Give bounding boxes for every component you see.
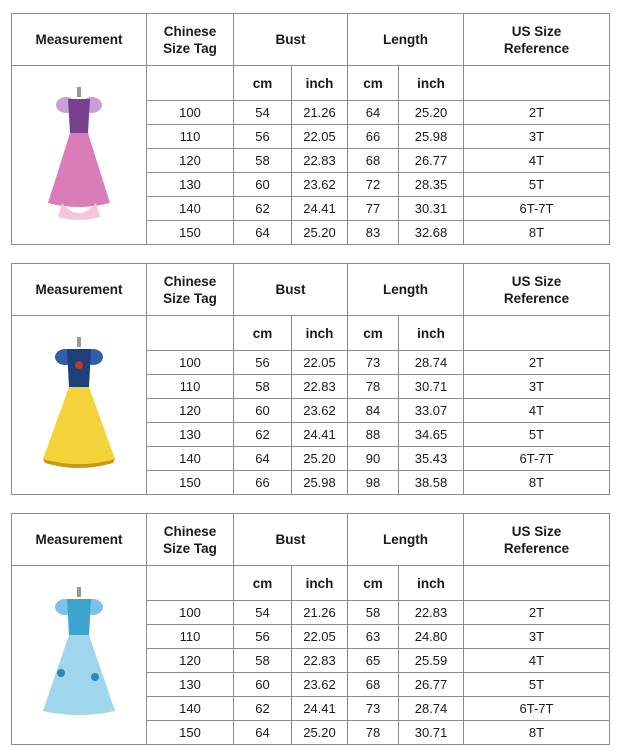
unit-cm: cm (234, 66, 292, 101)
measurement-header: Measurement (12, 264, 147, 316)
table-cell: 22.83 (292, 149, 348, 173)
table-cell: 23.62 (292, 173, 348, 197)
table-cell: 3T (464, 125, 610, 149)
size-table-snow-white (11, 263, 610, 495)
table-cell: 30.71 (399, 721, 464, 745)
table-cell: 28.35 (399, 173, 464, 197)
table-cell: 54 (234, 601, 292, 625)
table-cell: 5T (464, 423, 610, 447)
table-cell: 120 (147, 149, 234, 173)
header-line: US Size (511, 23, 562, 39)
table-cell: 100 (147, 601, 234, 625)
table-cell: 35.43 (399, 447, 464, 471)
table-cell: 78 (348, 375, 399, 399)
size-table-cinderella (11, 513, 610, 745)
table-cell: 38.58 (399, 471, 464, 495)
table-cell: 90 (348, 447, 399, 471)
header-line: Size Tag (163, 290, 217, 306)
measurement-header: Measurement (12, 14, 147, 66)
dress-photo (12, 316, 147, 495)
table-cell: 8T (464, 221, 610, 245)
table-cell: 64 (234, 221, 292, 245)
table-cell: 4T (464, 649, 610, 673)
table-cell: 120 (147, 399, 234, 423)
header-line: US Size (511, 273, 562, 289)
length-header: Length (348, 264, 464, 316)
table-cell: 62 (234, 197, 292, 221)
chinese-size-header (147, 14, 234, 66)
table-cell: 64 (348, 101, 399, 125)
table-cell: 56 (234, 625, 292, 649)
table-cell: 78 (348, 721, 399, 745)
table-cell: 60 (234, 399, 292, 423)
table-cell: 130 (147, 673, 234, 697)
table-cell: 56 (234, 125, 292, 149)
table-cell: 4T (464, 149, 610, 173)
blank-cell (147, 566, 234, 601)
table-cell: 6T-7T (464, 447, 610, 471)
table-cell: 58 (348, 601, 399, 625)
table-cell: 26.77 (399, 149, 464, 173)
unit-cm: cm (348, 566, 399, 601)
table-cell: 22.83 (399, 601, 464, 625)
table-cell: 66 (234, 471, 292, 495)
header-line: Chinese (163, 523, 217, 539)
table-cell: 2T (464, 101, 610, 125)
unit-cm: cm (348, 66, 399, 101)
table-cell: 66 (348, 125, 399, 149)
chinese-size-header (147, 264, 234, 316)
table-cell: 56 (234, 351, 292, 375)
table-cell: 22.05 (292, 125, 348, 149)
table-cell: 24.41 (292, 697, 348, 721)
unit-inch: inch (292, 566, 348, 601)
bust-header: Bust (234, 514, 348, 566)
unit-cm: cm (348, 316, 399, 351)
table-cell: 21.26 (292, 101, 348, 125)
unit-inch: inch (292, 316, 348, 351)
table-cell: 30.31 (399, 197, 464, 221)
blank-cell (464, 66, 610, 101)
table-cell: 110 (147, 625, 234, 649)
table-cell: 28.74 (399, 697, 464, 721)
table-cell: 140 (147, 447, 234, 471)
table-cell: 110 (147, 375, 234, 399)
table-cell: 130 (147, 173, 234, 197)
blank-cell (464, 566, 610, 601)
unit-inch: inch (399, 66, 464, 101)
length-header: Length (348, 514, 464, 566)
unit-cm: cm (234, 566, 292, 601)
header-line: Chinese (163, 273, 217, 289)
table-cell: 5T (464, 173, 610, 197)
table-cell: 25.98 (399, 125, 464, 149)
table-cell: 26.77 (399, 673, 464, 697)
table-cell: 32.68 (399, 221, 464, 245)
table-cell: 60 (234, 173, 292, 197)
table-cell: 150 (147, 721, 234, 745)
table-cell: 72 (348, 173, 399, 197)
bust-header: Bust (234, 14, 348, 66)
dress-photo (12, 66, 147, 245)
table-cell: 150 (147, 471, 234, 495)
blank-cell (464, 316, 610, 351)
size-table-rapunzel (11, 13, 610, 245)
dress-photo (12, 566, 147, 745)
table-cell: 54 (234, 101, 292, 125)
table-cell: 140 (147, 197, 234, 221)
table-cell: 62 (234, 423, 292, 447)
table-cell: 33.07 (399, 399, 464, 423)
table-cell: 120 (147, 649, 234, 673)
table-cell: 6T-7T (464, 197, 610, 221)
table-cell: 150 (147, 221, 234, 245)
table-cell: 24.80 (399, 625, 464, 649)
rapunzel-dress-image (44, 85, 114, 225)
table-cell: 6T-7T (464, 697, 610, 721)
bust-header: Bust (234, 264, 348, 316)
table-cell: 22.83 (292, 649, 348, 673)
table-cell: 77 (348, 197, 399, 221)
header-line: Reference (503, 40, 570, 56)
table-cell: 65 (348, 649, 399, 673)
table-cell: 100 (147, 101, 234, 125)
us-size-header (464, 264, 610, 316)
table-cell: 24.41 (292, 197, 348, 221)
table-cell: 110 (147, 125, 234, 149)
header-line: Size Tag (163, 40, 217, 56)
table-cell: 58 (234, 375, 292, 399)
blank-cell (147, 66, 234, 101)
table-cell: 3T (464, 375, 610, 399)
table-cell: 2T (464, 601, 610, 625)
chinese-size-header (147, 514, 234, 566)
table-cell: 58 (234, 149, 292, 173)
cinderella-dress-image (39, 585, 119, 725)
table-cell: 3T (464, 625, 610, 649)
header-line: Reference (503, 540, 570, 556)
unit-cm: cm (234, 316, 292, 351)
table-cell: 28.74 (399, 351, 464, 375)
table-cell: 8T (464, 471, 610, 495)
table-cell: 23.62 (292, 673, 348, 697)
unit-inch: inch (399, 316, 464, 351)
header-line: Size Tag (163, 540, 217, 556)
table-cell: 22.83 (292, 375, 348, 399)
table-cell: 64 (234, 447, 292, 471)
table-cell: 25.20 (292, 221, 348, 245)
unit-inch: inch (399, 566, 464, 601)
table-cell: 5T (464, 673, 610, 697)
table-cell: 22.05 (292, 625, 348, 649)
table-cell: 8T (464, 721, 610, 745)
table-cell: 60 (234, 673, 292, 697)
table-cell: 62 (234, 697, 292, 721)
blank-cell (147, 316, 234, 351)
table-cell: 98 (348, 471, 399, 495)
measurement-header: Measurement (12, 514, 147, 566)
table-cell: 68 (348, 673, 399, 697)
table-cell: 30.71 (399, 375, 464, 399)
table-cell: 73 (348, 697, 399, 721)
us-size-header (464, 14, 610, 66)
table-cell: 88 (348, 423, 399, 447)
table-cell: 24.41 (292, 423, 348, 447)
table-cell: 4T (464, 399, 610, 423)
table-cell: 58 (234, 649, 292, 673)
header-line: Chinese (163, 23, 217, 39)
table-cell: 84 (348, 399, 399, 423)
table-cell: 130 (147, 423, 234, 447)
unit-inch: inch (292, 66, 348, 101)
table-cell: 34.65 (399, 423, 464, 447)
table-cell: 2T (464, 351, 610, 375)
table-cell: 25.98 (292, 471, 348, 495)
table-cell: 25.20 (292, 721, 348, 745)
table-cell: 73 (348, 351, 399, 375)
table-cell: 63 (348, 625, 399, 649)
table-cell: 23.62 (292, 399, 348, 423)
table-cell: 68 (348, 149, 399, 173)
table-cell: 25.59 (399, 649, 464, 673)
table-cell: 21.26 (292, 601, 348, 625)
table-cell: 140 (147, 697, 234, 721)
table-cell: 83 (348, 221, 399, 245)
header-line: Reference (503, 290, 570, 306)
header-line: US Size (511, 523, 562, 539)
table-cell: 64 (234, 721, 292, 745)
table-cell: 100 (147, 351, 234, 375)
table-cell: 22.05 (292, 351, 348, 375)
length-header: Length (348, 14, 464, 66)
us-size-header (464, 514, 610, 566)
table-cell: 25.20 (292, 447, 348, 471)
table-cell: 25.20 (399, 101, 464, 125)
snow-white-dress-image (39, 335, 119, 475)
